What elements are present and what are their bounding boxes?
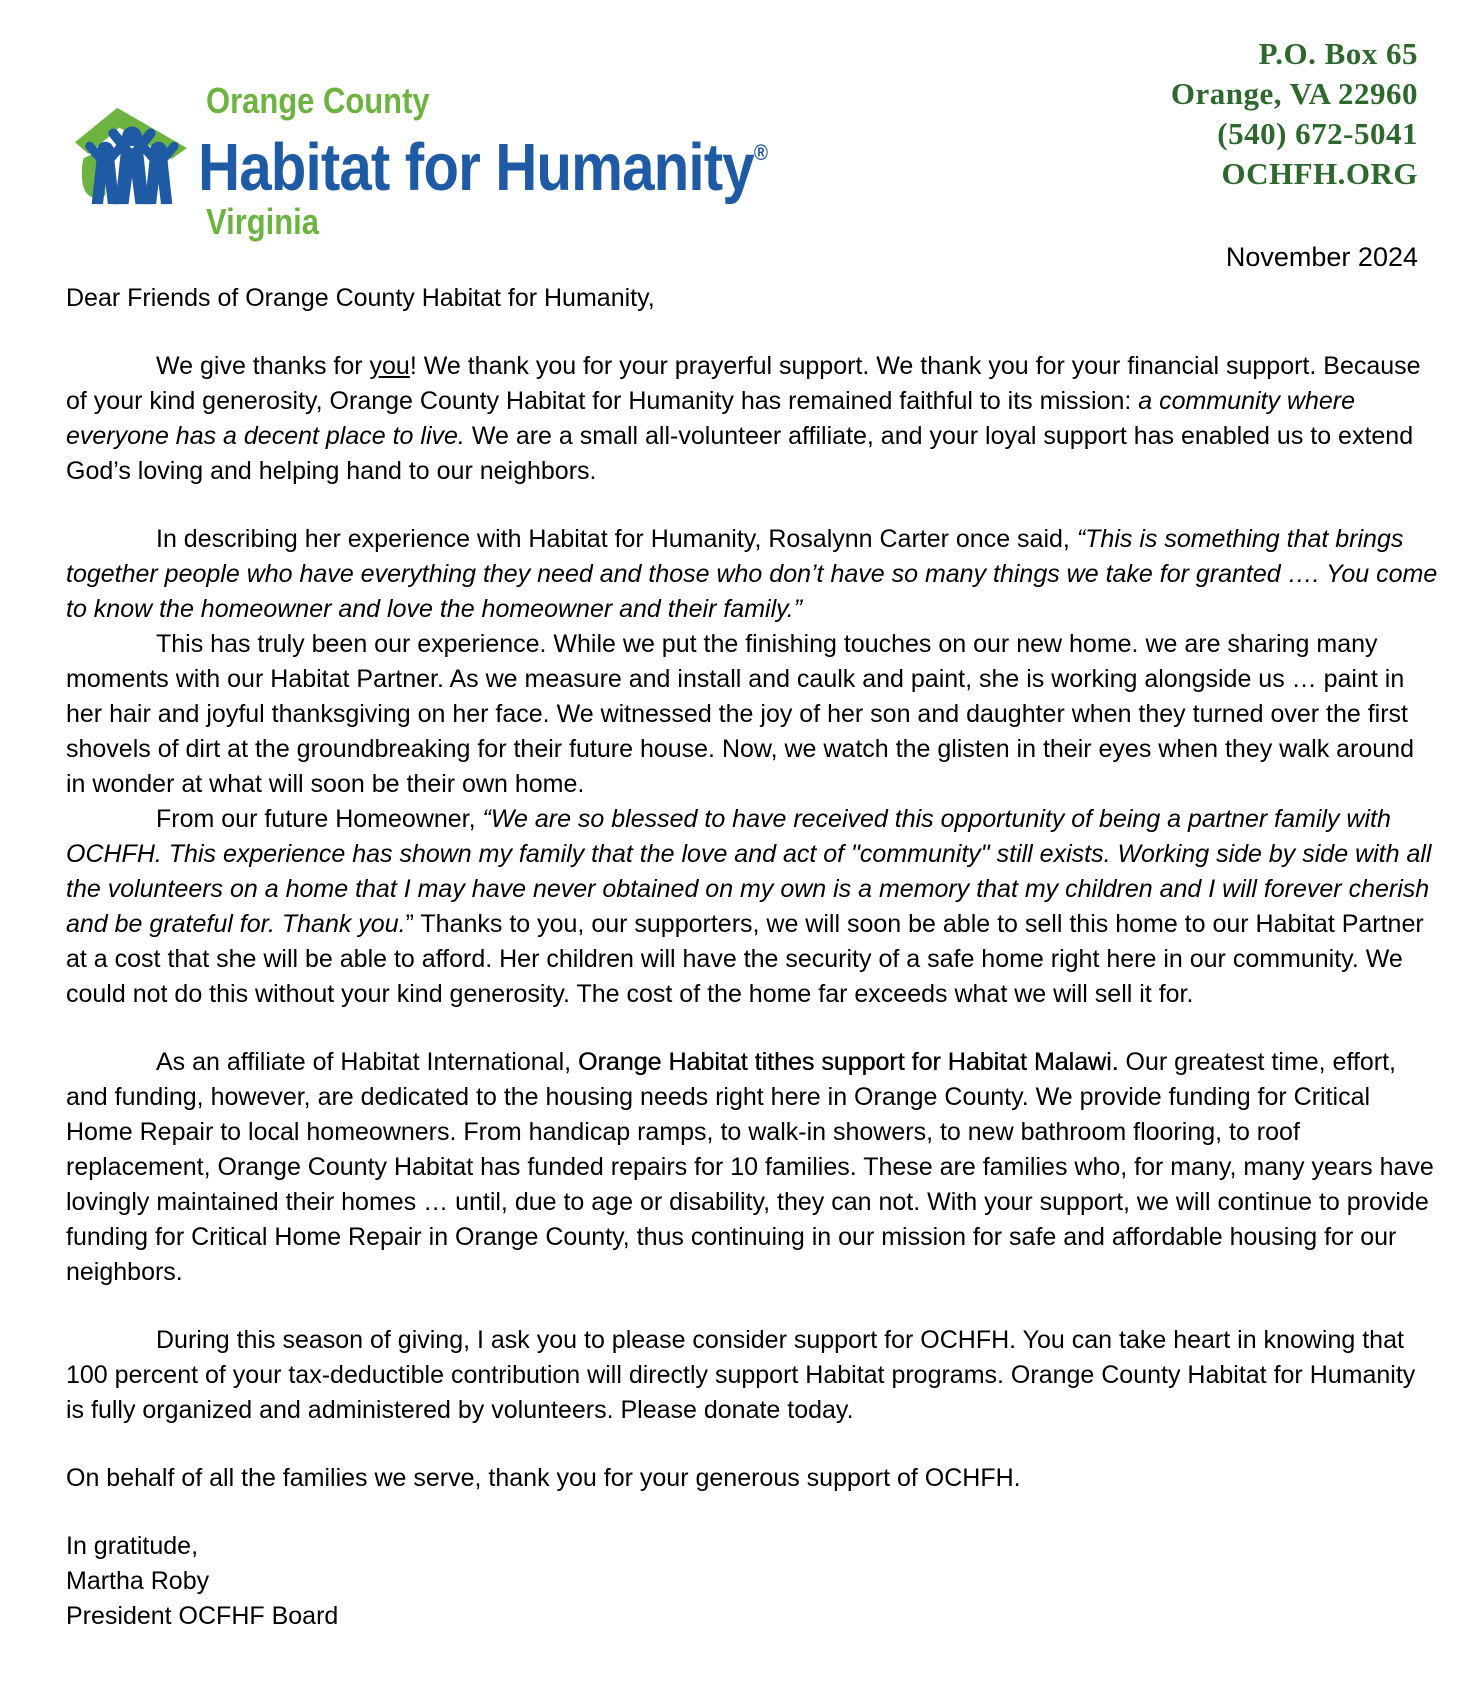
text-segment-normal: During this season of giving, I ask you to please consider support for OCHFH. You can take heart in knowing that 100 percent of your tax-deductible contribution will directly support Habitat programs. Orange County Habitat for Humanity is fully organized and administered by volunteers. Please donate today. — [66, 1326, 1416, 1424]
text-segment-alt: Orange Habitat tithes support for Habitat Malawi. — [578, 1048, 1119, 1076]
logo-person-right-body — [145, 159, 173, 204]
habitat-house-people-icon-svg — [72, 102, 190, 210]
text-segment-normal: Dear Friends of Orange County Habitat for Humanity, — [66, 284, 655, 312]
closing-title — [66, 1599, 1438, 1634]
org-logo — [72, 82, 853, 243]
contact-phone: (540) 672-5041 — [1217, 116, 1418, 151]
salutation — [66, 281, 1438, 316]
habitat-house-people-icon — [72, 82, 194, 232]
text-segment-normal: We give thanks for — [156, 352, 370, 380]
text-segment-normal: On behalf of all the families we serve, thank you for your generous support of OCHFH. — [66, 1464, 1021, 1492]
text-segment-normal: Our greatest time, effort, and funding, however, are dedicated to the housing needs right here in Orange County. We provide funding for Critical Home Repair to local homeowners. From handicap ramps, to walk-in showers, to new bathroom flooring, to roof replacement, Orange County Habitat has funded repairs for 10 families. These are families who, for many, many years have lovingly maintained their homes … until, due to age or disability, they can not. With your support, we will continue to provide funding for Critical Home Repair in Orange County, thus continuing in our mission for safe and affordable housing for our neighbors. — [66, 1048, 1434, 1286]
text-segment-normal: ” Thanks to you, our supporters, we will soon be able to sell this home to our Habitat Partner at a cost that she will be able to afford. Her children will have the security of a safe home right here in our community. We could not do this without your kind generosity. The cost of the home far exceeds what we will sell it for. — [66, 910, 1424, 1008]
contact-website: OCHFH.ORG — [1221, 156, 1418, 191]
logo-habitat-for-humanity-label — [198, 120, 768, 205]
paragraph-on-behalf — [66, 1461, 1438, 1496]
closing-in-gratitude — [66, 1529, 1438, 1564]
text-segment-normal: Martha Roby — [66, 1567, 210, 1595]
letter-body — [66, 281, 1438, 1634]
date-line: November 2024 — [1225, 242, 1418, 272]
contact-city-state-zip: Orange, VA 22960 — [1170, 76, 1418, 111]
paragraph-affiliate — [66, 1045, 1438, 1290]
closing-name — [66, 1564, 1438, 1599]
paragraph-thanks — [66, 349, 1438, 489]
text-segment-normal: We are a small all-volunteer affiliate, and your loyal support has enabled us to extend God’s loving and helping hand to our neighbors. — [66, 422, 1414, 485]
registered-trademark-symbol: ® — [753, 140, 768, 165]
text-segment-normal: In describing her experience with Habitat for Humanity, Rosalynn Carter once said, — [156, 525, 1077, 553]
text-segment-italic: a community where everyone has a decent place to live. — [66, 387, 1356, 450]
contact-po-box: P.O. Box 65 — [1258, 36, 1418, 71]
text-segment-underline: you — [369, 352, 410, 380]
paragraph-experience — [66, 627, 1438, 802]
paragraph-carter-quote — [66, 522, 1438, 627]
text-segment-normal: President OCFHF Board — [66, 1602, 339, 1630]
logo-main-text: Habitat for Humanity — [198, 130, 754, 205]
paragraph-appeal — [66, 1323, 1438, 1428]
logo-orange-county-label: Orange County — [206, 80, 430, 121]
contact-block — [1171, 34, 1418, 194]
logo-person-middle-body — [115, 148, 148, 204]
paragraph-homeowner-quote — [66, 802, 1438, 1012]
text-segment-normal: ! We thank you for your prayerful support. We thank you for your financial support. Because of your kind generosity, Orange County Habitat for Humanity has remained faithful to its mission: — [66, 352, 1421, 415]
text-segment-normal: From our future Homeowner, — [156, 805, 483, 833]
text-segment-normal: In gratitude, — [66, 1532, 199, 1560]
logo-virginia-label: Virginia — [206, 201, 319, 242]
text-segment-italic: “We are so blessed to have received this opportunity of being a partner family with OCHFH. This experience has shown my family that the love and act of "community" still exists. Working side by side with all the volunteers on a home that I may have never obtained on my own is a memory that my children and I will forever cherish and be grateful for. Thank you. — [66, 805, 1432, 938]
text-segment-italic: “This is something that brings together people who have everything they need and those who don’t have so many things we take for granted …. You come to know the homeowner and love the homeowner and their family.” — [66, 525, 1438, 623]
text-segment-normal: As an affiliate of Habitat International, — [156, 1048, 579, 1076]
logo-text-block — [194, 82, 853, 243]
text-segment-normal: This has truly been our experience. While we put the finishing touches on our new home. we are sharing many moments with our Habitat Partner. As we measure and install and caulk and paint, she is working alongside us … paint in her hair and joyful thanksgiving on her face. We witnessed the joy of her son and daughter when they turned over the first shovels of dirt at the groundbreaking for their future house. Now, we watch the glisten in their eyes when they walk around in wonder at what will soon be their own home. — [66, 630, 1414, 798]
